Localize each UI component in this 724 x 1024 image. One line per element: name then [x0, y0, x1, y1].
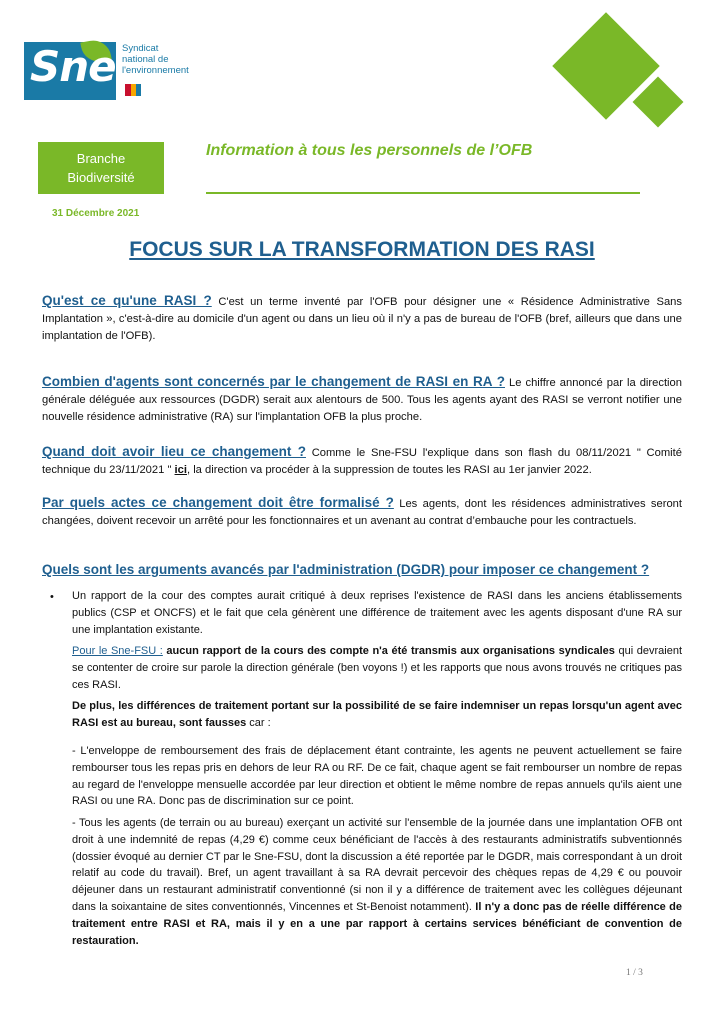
bold-text: De plus, les différences de traitement portant sur la possibilité de se faire indemniser un repas lorsqu'un agent avec RASI est au bureau, sont fausses [72, 700, 682, 729]
bold-text: aucun rapport de la cours des compte n'a été transmis aux organisations syndicales [162, 645, 615, 657]
paragraph-cour-des-comptes: Un rapport de la cour des comptes aurait critiqué à deux reprises l'existence de RASI dans les anciens établissements publics (CSP et ONCFS) et le fait que cela génèrent une différence de traitement avec les agents disposant d'une RA sur une implantation existante. [72, 590, 682, 636]
section-how-many-agents [42, 373, 682, 426]
paragraph-enveloppe: - L'enveloppe de remboursement des frais de déplacement étant contrainte, les agents ne peuvent actuellement se faire rembourser tous les repas pris en dehors de leur RA ou RF. De ce fait, chaque agent se fait rembourser un nombre de repas au regard de l'enveloppe mensuelle accordée par leur direction et obtient le même nombre de repas annuels qu'ils aient une RASI ou une RA. Donc pas de discrimination sur ce point. [72, 745, 682, 808]
paragraph-text: qui devraient se contenter de croire sur parole la direction générale (ben voyons !) et les rapports que nous avons trouvés ne critiques pas ces RASI. [72, 645, 683, 691]
bold-conclusion: Il n'y a donc pas de réelle différence de traitement entre RASI et RA, mais il y en a une par rapport à certains services bénéficiant de convention de restauration. [72, 900, 682, 947]
section-what-is-rasi [42, 292, 682, 345]
question-heading: Qu'est ce qu'une RASI ? [42, 293, 212, 308]
logo-text [122, 43, 189, 76]
question-heading: Quand doit avoir lieu ce changement ? [42, 444, 306, 459]
info-title: Information à tous les personnels de l’OFB [206, 142, 533, 159]
question-heading: Combien d'agents sont concernés par le changement de RASI en RA ? [42, 374, 505, 389]
page-number: 1 / 3 [626, 968, 643, 978]
question-heading: Par quels actes ce changement doit être formalisé ? [42, 495, 394, 510]
section-arguments-heading: Quels sont les arguments avancés par l'administration (DGDR) pour imposer ce changement ? [42, 562, 650, 577]
section-text: C'est un terme inventé par l'OFB pour désigner une « Résidence Administrative Sans Implantation », c'est-à-dire au domicile d'un agent ou dans un lieu où il n'y a pas de bureau de l'OFB (bref, ailleurs que dans une implantation de l'OFB). [42, 296, 682, 342]
logo-line-1: Syndicat [122, 43, 159, 54]
section-text: Comme le Sne-FSU l'explique dans son flash du 08/11/2021 " Comité technique du 23/11/2021 " [42, 447, 682, 476]
logo-brand: Sne [30, 42, 116, 91]
sne-fsu-label: Pour le Sne-FSU : [72, 645, 163, 657]
branche-line-1: Branche [76, 151, 126, 166]
fsu-emblem-icon [124, 82, 142, 98]
logo-line-3: l'environnement [122, 65, 189, 76]
paragraph-text: - Tous les agents (de terrain ou au bureau) exerçant un activité sur l'ensemble de la journée dans une implantation OFB ont droit à une indemnité de repas (4,29 €) comme ceux bénéficiant de l'accès à des restaurants administratifs subventionnés (dossier évoqué au dernier CT par le Sne-FSU, dont la discussion a été reportée par le DGDR, mais correspondant à un droit relatif au code du travail). Bref, un agent travaillant à sa RA devrait percevoir des chèques repas de 4,29 € ou pouvoir déjeuner dans un restaurant administratif conventionné (si non il y a différence de traitement avec les collègues déjeunant dans la soixantaine de sites conventionnés, Vincennes et St-Benoist notamment). [72, 817, 682, 913]
document-date: 31 Décembre 2021 [52, 208, 140, 219]
branche-line-2: Biodiversité [67, 170, 135, 185]
paragraph-differences [72, 698, 682, 732]
section-text: Le chiffre annoncé par la direction générale déléguée aux ressources (DGDR) serait aux alentours de 500. Tous les agents ayant des RASI se verront notifier une nouvelle résidence administrative (RA) sur l'implantation OFB la plus proche. [42, 377, 682, 423]
paragraph-text: car : [246, 716, 271, 729]
title-divider [206, 192, 640, 194]
bullet-point: • [50, 591, 54, 603]
section-formalisation [42, 494, 682, 530]
section-text: Les agents, dont les résidences administratives seront changées, doivent recevoir un arrêté pour les fonctionnaires et un avenant au contrat d’embauche pour les contractuels. [42, 498, 682, 527]
paragraph-tous-les-agents [72, 815, 682, 949]
section-when [42, 443, 682, 479]
section-text-end: , la direction va procéder à la suppression de toutes les RASI au 1er janvier 2022. [186, 464, 592, 476]
page-title: FOCUS SUR LA TRANSFORMATION DES RASI [129, 238, 595, 261]
logo-line-2: national de [122, 54, 169, 65]
paragraph-sne-fsu-position [72, 643, 682, 693]
ici-link[interactable]: ici [174, 464, 187, 476]
branche-badge [38, 142, 164, 194]
